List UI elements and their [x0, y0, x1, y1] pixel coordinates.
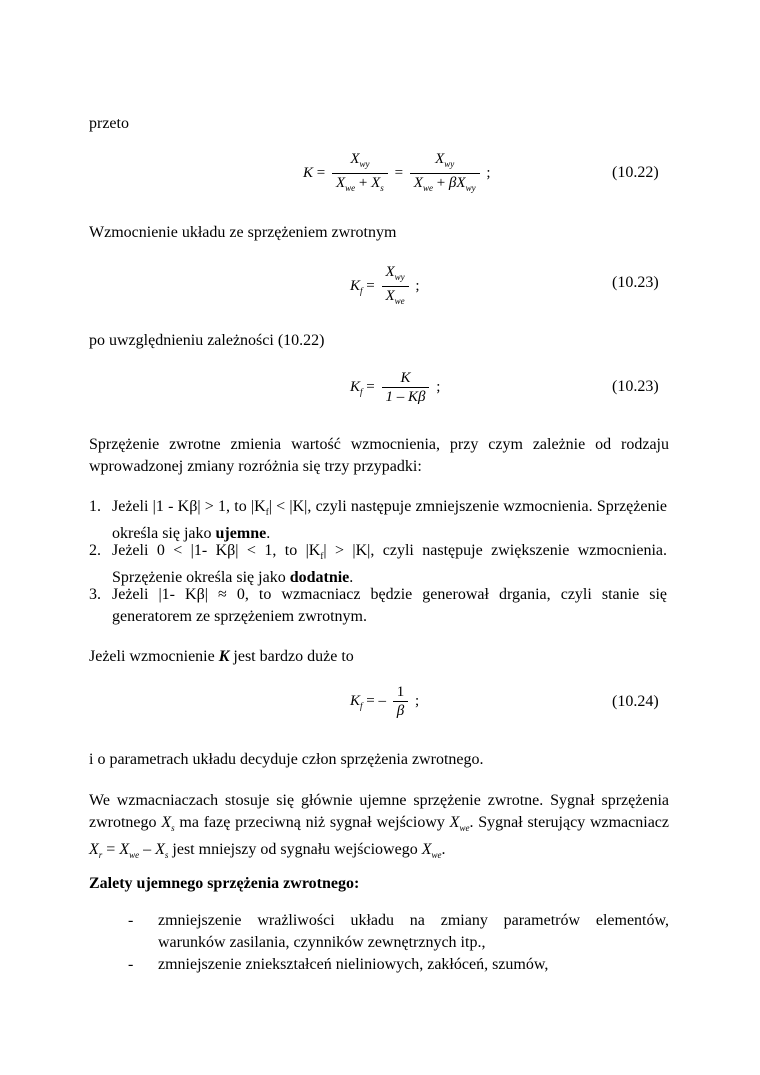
list-item: 2. Jeżeli 0 < |1- Kβ| < 1, to $|K_f| > |K|$, czyli następuje zwiększenie wzmocnienia. Sprzężenie określa się jako dodatnie. — [89, 542, 667, 587]
list-item: - zmniejszenie zniekształceń nieliniowych, zakłóceń, szumów, — [128, 956, 549, 973]
equation-10-22: K = $\frac{X_{wy}}{X_{we} + X_s}$ = $\frac{X_{wy}}{X_{we} + \beta X_{wy}}$ ; — [303, 151, 491, 193]
section-heading: Zalety ujemnego sprzężenia zwrotnego: — [89, 875, 360, 892]
equation-number: (10.22) — [612, 164, 659, 181]
equation-number: (10.24) — [612, 693, 659, 710]
paragraph-sprzezenie: Sprzężenie zwrotne zmienia wartość wzmocnienia, przy czym zależnie od rodzaju wprowadzonej zmiany rozróżnia się trzy przypadki: — [89, 436, 669, 475]
list-item: 1. Jeżeli |1 - Kβ| > 1, to $|K_f| < |K|$, czyli następuje zmniejszenie wzmocnienia. Sprzężenie określa się jako ujemne. — [89, 498, 667, 543]
paragraph-przeto: przeto — [89, 115, 129, 132]
list-item: - zmniejszenie wrażliwości układu na zmiany parametrów elementów, warunków zasilania, czynników zewnętrznych itp., — [128, 912, 669, 951]
equation-10-23-b: $K_f$ = $\frac{K}{1 - K\beta}$ ; — [350, 370, 441, 405]
equation-10-24: $K_f$ = – $\frac{1}{\beta}$ ; — [350, 684, 420, 719]
paragraph-wzmocnienie: Wzmocnienie układu ze sprzężeniem zwrotnym — [89, 224, 397, 241]
list-item: 3. Jeżeli |1- Kβ| ≈ 0, to wzmacniacz będzie generował drgania, czyli stanie się generatorem ze sprzężeniem zwrotnym. — [89, 586, 667, 625]
equation-number: (10.23) — [612, 274, 659, 291]
paragraph-jezeli-k: Jeżeli wzmocnienie K jest bardzo duże to — [89, 648, 354, 665]
equation-number: (10.23) — [612, 378, 659, 395]
paragraph-po-uwzglednieniu: po uwzględnieniu zależności (10.22) — [89, 332, 325, 349]
equation-10-23-a: $K_f$ = $\frac{X_{wy}}{X_{we}}$ ; — [350, 264, 420, 306]
paragraph-we-wzmacniaczach: We wzmacniaczach stosuje się głównie ujemne sprzężenie zwrotne. Sygnał sprzężenia zwrotnego $X_s$ ma fazę przeciwną niż sygnał wejściowy $X_{we}$. Sygnał sterujący wzmacniacz $X_r = X_{we} - X_s$ jest mniejszy od sygnału wejściowego $X_{we}$. — [89, 792, 670, 861]
paragraph-parametry: i o parametrach układu decyduje człon sprzężenia zwrotnego. — [89, 751, 484, 768]
